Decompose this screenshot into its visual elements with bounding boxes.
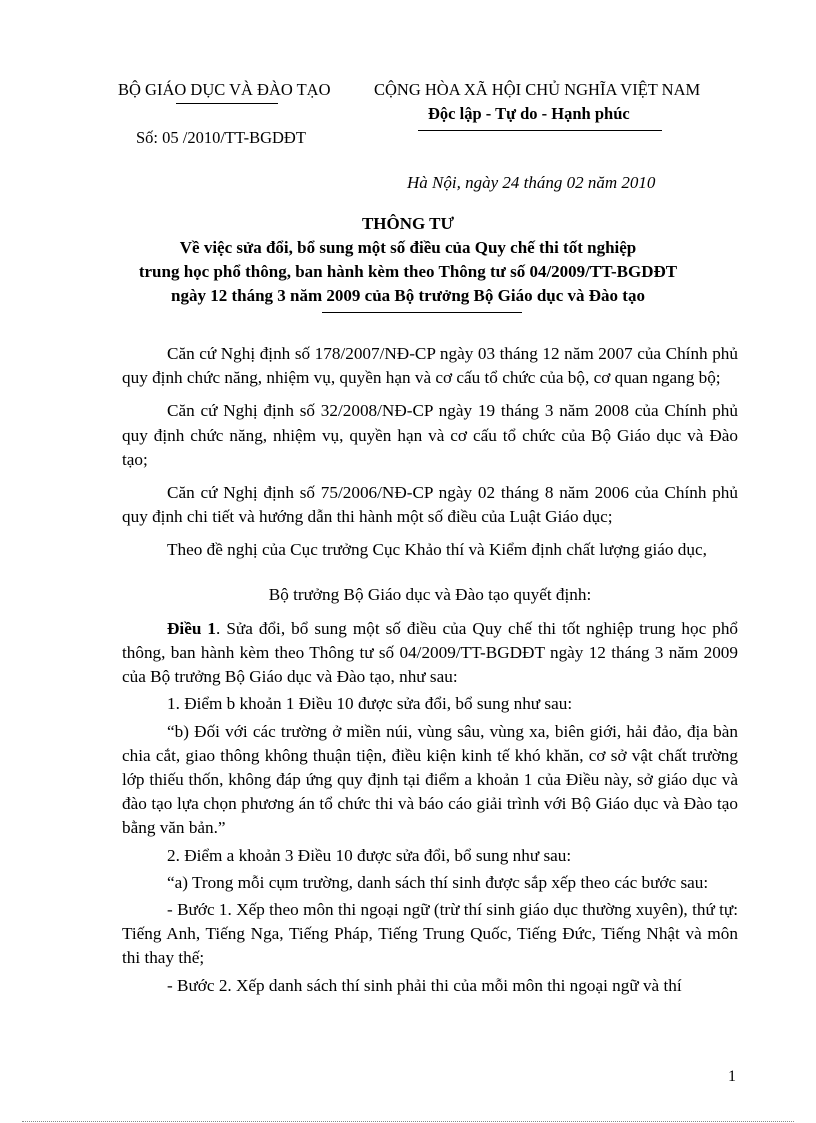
document-type: THÔNG TƯ — [361, 214, 455, 233]
place-date: Hà Nội, ngày 24 tháng 02 năm 2010 — [407, 173, 656, 192]
country-name: CỘNG HÒA XÃ HỘI CHỦ NGHĨA VIỆT NAM — [374, 80, 701, 99]
item-2-quote: “a) Trong mỗi cụm trường, danh sách thí sinh được sắp xếp theo các bước sau: — [167, 872, 709, 892]
document-body — [122, 342, 738, 1001]
article-1-text: . Sửa đổi, bổ sung một số điều của Quy chế thi tốt nghiệp trung học phổ thông, ban hành kèm theo Thông tư số 04/2009/TT-BGDĐT ngày 12 tháng 3 năm 2009 của Bộ trưởng Bộ Giáo dục và Đào tạo, như sau: — [122, 618, 739, 687]
proposal-paragraph: Theo đề nghị của Cục trưởng Cục Khảo thí và Kiểm định chất lượng giáo dục, — [167, 540, 707, 560]
ministry-underline — [176, 103, 278, 104]
item-1-quote: “b) Đối với các trường ở miền núi, vùng sâu, vùng xa, biên giới, hải đảo, địa bàn chia cắt, giao thông không thuận tiện, điều kiện kinh tế khó khăn, cơ sở vật chất trường lớp thiếu thốn, không đáp ứng quy định tại điểm a khoản 1 của Điều này, sở giáo dục và đào tạo lựa chọn phương án tổ chức thi và báo cáo giải trình với Bộ Giáo dục và Đào tạo bằng văn bản.” — [122, 721, 738, 838]
page-number: 1 — [728, 1068, 736, 1085]
article-1 — [122, 617, 738, 690]
legal-basis-2: Căn cứ Nghị định số 32/2008/NĐ-CP ngày 19 tháng 3 năm 2008 của Chính phủ quy định chức năng, nhiệm vụ, quyền hạn và cơ cấu tổ chức của Bộ Giáo dục và Đào tạo; — [122, 401, 738, 469]
page-bottom-border — [22, 1121, 794, 1122]
document-number: Số: 05 /2010/TT-BGDĐT — [136, 128, 306, 147]
article-1-label: Điều 1 — [167, 618, 216, 638]
title-line-3: ngày 12 tháng 3 năm 2009 của Bộ trưởng Bộ Giáo dục và Đào tạo — [171, 286, 645, 305]
national-motto: Độc lập - Tự do - Hạnh phúc — [428, 104, 630, 123]
step-2: - Bước 2. Xếp danh sách thí sinh phải thi của mỗi môn thi ngoại ngữ và thí — [167, 975, 682, 995]
item-1: 1. Điểm b khoản 1 Điều 10 được sửa đổi, bổ sung như sau: — [167, 694, 573, 714]
decision-statement: Bộ trưởng Bộ Giáo dục và Đào tạo quyết định: — [268, 584, 592, 604]
step-1: - Bước 1. Xếp theo môn thi ngoại ngữ (trừ thí sinh giáo dục thường xuyên), thứ tự: Tiếng Anh, Tiếng Nga, Tiếng Pháp, Tiếng Trung Quốc, Tiếng Đức, Tiếng Nhật và môn thi thay thế; — [122, 900, 738, 968]
title-line-1: Về việc sửa đổi, bổ sung một số điều của Quy chế thi tốt nghiệp — [179, 238, 637, 257]
legal-basis-3: Căn cứ Nghị định số 75/2006/NĐ-CP ngày 02 tháng 8 năm 2006 của Chính phủ quy định chi tiết và hướng dẫn thi hành một số điều của Luật Giáo dục; — [122, 483, 738, 527]
ministry-name: BỘ GIÁO DỤC VÀ ĐÀO TẠO — [118, 80, 331, 99]
title-line-2: trung học phổ thông, ban hành kèm theo Thông tư số 04/2009/TT-BGDĐT — [138, 262, 678, 281]
title-underline — [322, 312, 522, 313]
item-2: 2. Điểm a khoản 3 Điều 10 được sửa đổi, bổ sung như sau: — [167, 845, 572, 865]
motto-underline — [418, 130, 662, 131]
legal-basis-1: Căn cứ Nghị định số 178/2007/NĐ-CP ngày 03 tháng 12 năm 2007 của Chính phủ quy định chức năng, nhiệm vụ, quyền hạn và cơ cấu tổ chức của bộ, cơ quan ngang bộ; — [122, 344, 738, 388]
